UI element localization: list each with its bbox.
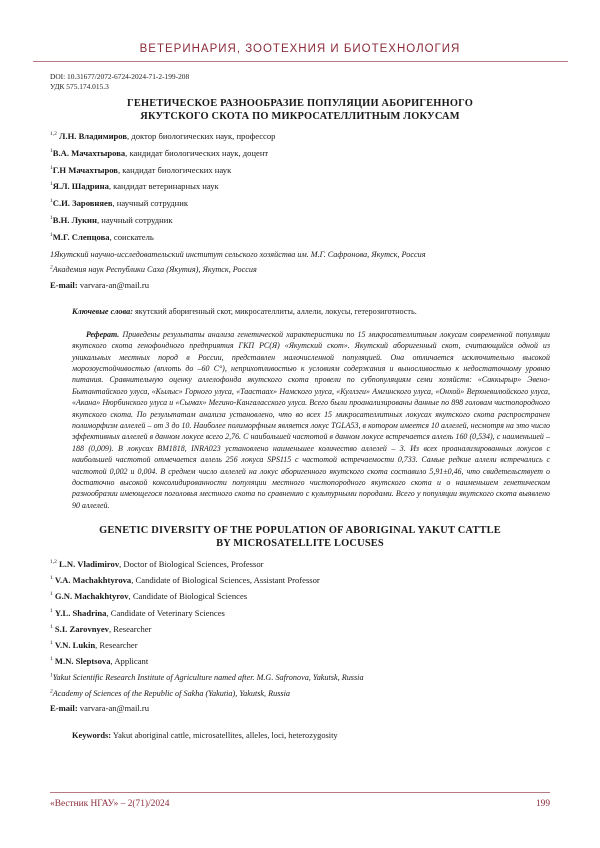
affiliation-ru	[50, 249, 550, 260]
author-name: С.И. Заровняев	[52, 198, 113, 209]
keywords-ru	[50, 306, 550, 317]
author-en	[50, 559, 550, 570]
author-sup: 1	[50, 231, 53, 238]
footer-rule	[50, 792, 550, 793]
author-ru	[50, 148, 550, 159]
article-title-ru	[50, 98, 550, 123]
author-name: Л.Н. Владимиров	[59, 131, 128, 141]
affiliation-ru	[50, 264, 550, 275]
author-name: L.N. Vladimirov	[59, 559, 120, 570]
journal-section-title: ВЕТЕРИНАРИЯ, ЗООТЕХНИЯ И БИОТЕХНОЛОГИЯ	[139, 43, 461, 55]
author-sup: 1	[50, 575, 53, 582]
author-name: М.Г. Слепцова	[52, 231, 110, 242]
author-ru	[50, 215, 550, 226]
author-en	[50, 640, 550, 651]
author-sup: 1	[50, 147, 53, 154]
udk: УДК 575.174.015.3	[50, 82, 109, 91]
author-role: , кандидат биологических наук	[117, 164, 232, 175]
author-sup: 1	[50, 591, 53, 598]
authors-en	[50, 559, 550, 714]
author-sup: 1	[50, 639, 53, 646]
author-sup: 1	[50, 198, 53, 205]
author-name: V.A. Machakhtyrova	[54, 575, 132, 586]
abstract-label: Реферат.	[86, 329, 120, 339]
author-name: V.N. Lukin	[54, 639, 96, 650]
author-ru	[50, 165, 550, 176]
author-role: , Candidate of Biological Sciences	[128, 591, 248, 602]
author-name: S.I. Zarovnyev	[54, 623, 109, 634]
author-name: Я.Л. Шадрина	[52, 181, 109, 192]
keywords-text: якутский аборигенный скот, микросателлиты, аллели, локусы, гетерозиготность.	[132, 306, 417, 316]
footer-journal: «Вестник НГАУ» – 2(71)/2024	[50, 799, 170, 809]
abstract-text: Приведены результаты анализа генетической характеристики по 15 микросателлитным локусам современной популяции якутского скота генофондного предприятия ГКП РС(Я) «Якутский скот». Якутский аборигенный скот, считающийся одной из уникальных местных пород в России, представлен малочисленной популяцией. Она отличается исключительно высокой морозоустойчивостью (вплоть до –60 С°), неприхотливостью к условиям содержания и выносливостью к недостаточному уровню питания. Сравнительную оценку аллелофонда якутского скота провели по субпопуляциям семи хозяйств: «Саккырыр» Эвено-Бытантайского улуса, «Кылыс» Горного улуса, «Таастаах» Намского улуса, «Куллэги» Амгинского улуса, «Онхой» Верхневилюйского улуса, «Акана» Нюрбинского улуса и «Сымах» Мегино-Кангаласского улуса. Всего были проанализированы данные по 898 головам чистопородного якутского скота. По результатам анализа установлено, что во всех 15 микросателлитных локусах якутского скота распространен полиморфизм аллелей – от 3 до 10. Наиболее полиморфным является локус TGLA53, в котором имеется 10 аллелей, несмотря на это число эффективных аллелей в данном локусе всего 2,76. С наибольшей частотой в данном локусе встречается аллель 160 (0,534), с наименьшей – 188 (0,009). В локусах BM1818, INRA023 установлено наименьшее количество аллелей – 3. Из всех проанализированных локусов с наибольшей частотой отмечается аллель 256 локуса SPS115 с частотой встречаемости 0,733. Самые редкие аллели встречались с частотой 0,002 и 0,004. В среднем число аллелей на локус аборигенного якутского скота составило 5,91±0,46, что свидетельствует о достаточно высокой консолидированности популяции местного чистопородного якутского скота и о наименьшем генетическом разнообразии имеющегося поголовья местного скота по сравнению с культурными породами. Всего у популяции якутского скота выявлено 90 аллелей.	[72, 329, 550, 510]
author-name: M.N. Sleptsova	[54, 655, 111, 666]
keywords-label: Keywords:	[72, 731, 112, 741]
author-name: G.N. Machakhtyrov	[54, 591, 129, 602]
author-role: , Candidate of Veterinary Sciences	[106, 607, 225, 618]
keywords-en	[50, 730, 550, 741]
email-link[interactable]: varvara-an@mail.ru	[77, 703, 150, 714]
author-role: , Applicant	[110, 655, 149, 666]
email-en	[50, 703, 550, 714]
doi[interactable]: DOI: 10.31677/2072-6724-2024-71-2-199-208	[50, 72, 190, 81]
page-footer	[50, 792, 550, 809]
author-sup: 1	[50, 607, 53, 614]
author-name: Y.L. Shadrina	[54, 607, 107, 618]
email-label: E-mail:	[50, 703, 78, 714]
author-sup: 1	[50, 215, 53, 222]
article-content	[50, 72, 550, 741]
affiliation-text: Yakut Scientific Research Institute of Agriculture named after. M.G. Safronova, Yakutsk, Russia	[52, 672, 364, 682]
author-en	[50, 624, 550, 635]
authors-ru	[50, 131, 550, 291]
affiliation-sup: 1	[50, 672, 53, 679]
author-role: , научный сотрудник	[96, 214, 173, 225]
abstract-ru	[50, 329, 550, 512]
author-ru	[50, 232, 550, 243]
author-sup: 1	[50, 623, 53, 630]
author-en	[50, 656, 550, 667]
title-en-line-1: GENETIC DIVERSITY OF THE POPULATION OF ABORIGINAL YAKUT CATTLE	[99, 525, 501, 537]
title-ru-line-1: ГЕНЕТИЧЕСКОЕ РАЗНООБРАЗИЕ ПОПУЛЯЦИИ АБОРИГЕННОГО	[127, 98, 473, 109]
keywords-label: Ключевые слова:	[72, 306, 133, 316]
author-en	[50, 575, 550, 586]
author-name: Г.Н Мачахтыров	[52, 164, 118, 175]
journal-header	[0, 0, 600, 62]
affiliation-en	[50, 672, 550, 683]
author-sup: 1,2	[50, 559, 57, 566]
author-en	[50, 591, 550, 602]
title-ru-line-2: ЯКУТСКОГО СКОТА ПО МИКРОСАТЕЛЛИТНЫМ ЛОКУСАМ	[140, 110, 460, 122]
page-number: 199	[535, 799, 550, 809]
author-role: , кандидат ветеринарных наук	[108, 181, 219, 192]
email-label: E-mail:	[50, 279, 78, 290]
author-en	[50, 608, 550, 619]
keywords-text: Yakut aboriginal cattle, microsatellites, alleles, loci, heterozygosity	[111, 731, 338, 741]
author-ru	[50, 181, 550, 192]
footer-row	[50, 799, 550, 809]
email-link[interactable]: varvara-an@mail.ru	[77, 279, 150, 290]
author-sup: 1,2	[50, 131, 57, 138]
affiliation-text: 1Якутский научно-исследовательский институт сельского хозяйства им. М.Г. Сафронова, Якутск, Россия	[50, 249, 426, 259]
author-name: В.А. Мачахтырова	[52, 147, 126, 158]
affiliation-text: Академия наук Республики Саха (Якутия), Якутск, Россия	[52, 265, 257, 275]
email-ru	[50, 280, 550, 291]
affiliation-en	[50, 688, 550, 699]
author-role: , Researcher	[108, 623, 152, 634]
author-role: , кандидат биологических наук, доцент	[125, 147, 269, 158]
author-sup: 1	[50, 164, 53, 171]
author-role: , Researcher	[95, 639, 138, 650]
author-role: , соискатель	[109, 231, 154, 242]
header-rule	[33, 61, 568, 62]
author-role: , Candidate of Biological Sciences, Assistant Professor	[131, 575, 320, 586]
author-ru	[50, 131, 550, 142]
title-en-line-2: BY MICROSATELLITE LOCUSES	[216, 537, 384, 549]
author-sup: 1	[50, 181, 53, 188]
author-name: В.Н. Лукин	[52, 214, 97, 225]
affiliation-sup: 2	[50, 264, 53, 271]
author-role: , Doctor of Biological Sciences, Professor	[119, 559, 264, 570]
author-role: , научный сотрудник	[112, 198, 189, 209]
author-ru	[50, 198, 550, 209]
author-role: , доктор биологических наук, профессор	[127, 131, 276, 141]
article-title-en	[50, 525, 550, 550]
author-sup: 1	[50, 655, 53, 662]
affiliation-text: Academy of Sciences of the Republic of Sakha (Yakutia), Yakutsk, Russia	[52, 688, 290, 698]
affiliation-sup: 2	[50, 687, 53, 694]
